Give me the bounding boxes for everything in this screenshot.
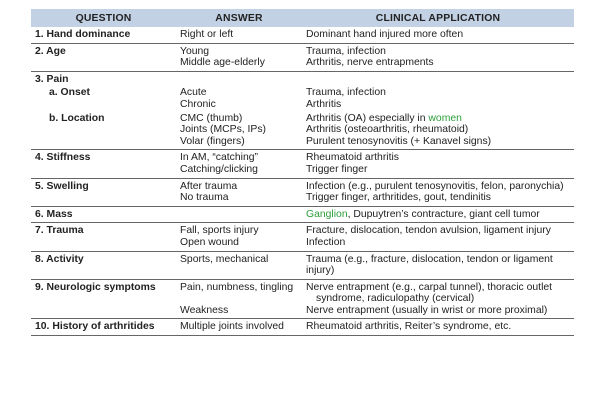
clinical-line: Fracture, dislocation, tendon avulsion, ligament injury	[306, 225, 551, 237]
answer-cell: Multiple joints involved	[176, 319, 302, 336]
clinical-cell: Dominant hand injured more often	[306, 29, 464, 40]
highlighted-term: Ganglion	[306, 208, 348, 220]
answer-line: Weakness	[180, 304, 229, 316]
answer-line: CMC (thumb)	[180, 112, 243, 124]
clinical-line: Infection (e.g., purulent tenosynovitis, felon, paronychia)	[306, 180, 564, 192]
clinical-text: , Dupuytren’s contracture, giant cell tumor	[347, 208, 540, 220]
clinical-line: Nerve entrapment (e.g., carpal tunnel), thoracic outlet	[306, 281, 553, 293]
table-row	[31, 279, 574, 319]
table-row	[31, 178, 574, 206]
answer-cell	[176, 87, 302, 112]
header-clinical-application: CLINICAL APPLICATION	[302, 9, 574, 27]
clinical-cell	[302, 178, 574, 206]
question-cell: 7. Trauma	[31, 223, 176, 251]
table-row	[31, 223, 574, 251]
table-subrow	[31, 87, 574, 112]
subquestion-cell: b. Location	[49, 112, 105, 124]
history-table-container	[31, 9, 574, 336]
clinical-line: Nerve entrapment (usually in wrist or more proximal)	[306, 304, 548, 316]
clinical-cell	[302, 113, 574, 150]
answer-cell: Sports, mechanical	[176, 251, 302, 279]
clinical-cell	[302, 206, 574, 223]
answer-line: No trauma	[180, 192, 229, 204]
answer-line: Middle age-elderly	[180, 57, 265, 69]
clinical-line: Trauma, infection	[306, 45, 386, 57]
clinical-cell	[302, 279, 574, 319]
answer-cell	[176, 113, 302, 150]
question-cell: 6. Mass	[31, 206, 176, 223]
question-cell: 4. Stiffness	[31, 150, 176, 178]
answer-cell	[176, 43, 302, 71]
answer-line	[180, 293, 302, 305]
header-row	[31, 9, 574, 27]
table-subrow	[31, 113, 574, 150]
answer-line: Catching/clicking	[180, 163, 258, 175]
clinical-line: Arthritis (osteoarthritis, rheumatoid)	[306, 124, 469, 136]
table-row	[31, 251, 574, 279]
answer-cell: Right or left	[180, 29, 234, 40]
highlighted-term: women	[428, 112, 462, 124]
question-cell: 1. Hand dominance	[35, 29, 131, 40]
table-row	[31, 43, 574, 71]
answer-cell	[176, 150, 302, 178]
header-question: QUESTION	[31, 9, 176, 27]
answer-cell	[176, 223, 302, 251]
answer-line: Acute	[180, 87, 207, 99]
question-cell: 10. History of arthritides	[31, 319, 176, 336]
question-cell: 8. Activity	[31, 251, 176, 279]
table-row	[31, 150, 574, 178]
answer-line: Fall, sports injury	[180, 225, 259, 237]
question-cell: 9. Neurologic symptoms	[31, 279, 176, 319]
answer-line: Open wound	[180, 236, 239, 248]
clinical-text: Arthritis (OA) especially in	[306, 112, 429, 124]
answer-line: Pain, numbness, tingling	[180, 281, 294, 293]
clinical-cell	[302, 71, 574, 87]
table-row	[31, 206, 574, 223]
clinical-cell	[302, 43, 574, 71]
clinical-line: Trauma, infection	[306, 87, 386, 99]
history-table	[31, 9, 574, 336]
clinical-line: Purulent tenosynovitis (+ Kanavel signs)	[306, 135, 492, 147]
answer-cell	[176, 206, 302, 223]
clinical-line: Arthritis, nerve entrapments	[306, 57, 434, 69]
answer-cell	[176, 71, 302, 87]
answer-line: Volar (fingers)	[180, 135, 245, 147]
question-cell: 3. Pain	[31, 71, 176, 87]
table-row	[31, 27, 574, 43]
answer-line: Young	[180, 45, 210, 57]
clinical-cell: Rheumatoid arthritis, Reiter’s syndrome, etc.	[302, 319, 574, 336]
clinical-cell: Trauma (e.g., fracture, dislocation, tendon or ligament injury)	[302, 251, 574, 279]
answer-line: In AM, “catching”	[180, 152, 258, 164]
answer-cell	[176, 279, 302, 319]
answer-line: Joints (MCPs, IPs)	[180, 124, 267, 136]
question-cell: 2. Age	[31, 43, 176, 71]
clinical-line: Infection	[306, 236, 346, 248]
question-cell: 5. Swelling	[31, 178, 176, 206]
clinical-line	[306, 113, 574, 125]
clinical-line: Arthritis	[306, 98, 342, 110]
clinical-line: Trigger finger	[306, 163, 368, 175]
clinical-line: syndrome, radiculopathy (cervical)	[316, 293, 475, 305]
subquestion-cell: a. Onset	[49, 87, 90, 99]
table-row	[31, 319, 574, 336]
clinical-cell	[302, 150, 574, 178]
clinical-line: Trigger finger, arthritides, gout, tendinitis	[306, 192, 492, 204]
clinical-cell	[302, 223, 574, 251]
table-row	[31, 71, 574, 87]
clinical-line: Rheumatoid arthritis	[306, 152, 399, 164]
answer-line: After trauma	[180, 180, 238, 192]
answer-cell	[176, 178, 302, 206]
header-answer: ANSWER	[176, 9, 302, 27]
answer-line: Chronic	[180, 98, 216, 110]
clinical-cell	[302, 87, 574, 112]
clinical-line	[306, 209, 574, 221]
